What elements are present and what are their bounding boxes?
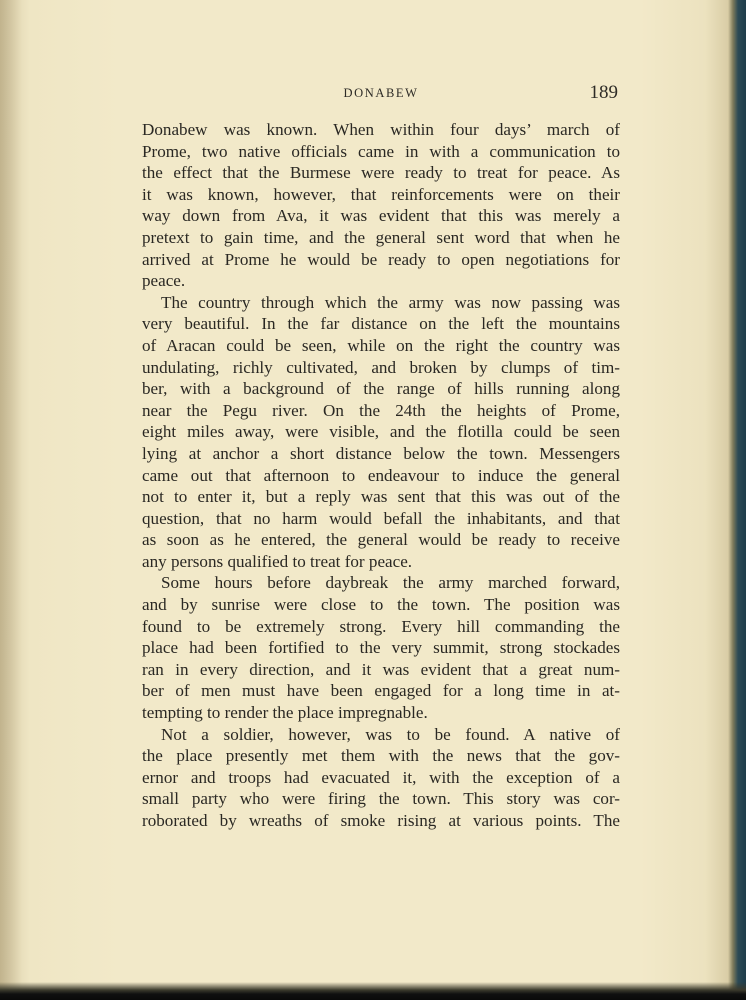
- text-line: undulating, richly cultivated, and broken by clumps of tim-: [142, 357, 620, 377]
- text-line: ran in every direction, and it was evident that a great num-: [142, 659, 620, 679]
- text-line: peace.: [142, 271, 186, 291]
- text-line: as soon as he entered, the general would be ready to receive: [142, 530, 620, 550]
- text-line: of Aracan could be seen, while on the right the country was: [142, 335, 620, 355]
- text-line: arrived at Prome he would be ready to open negotiations for: [142, 249, 620, 269]
- text-line: place had been fortified to the very summit, strong stockades: [142, 638, 620, 658]
- text-line: it was known, however, that reinforcements were on their: [142, 184, 620, 204]
- text-line: tempting to render the place impregnable.: [142, 703, 428, 723]
- page-number: 189: [589, 82, 618, 103]
- paragraph: [142, 119, 620, 292]
- text-line: ernor and troops had evacuated it, with the exception of a: [142, 767, 620, 787]
- text-line: Some hours before daybreak the army marched forward,: [161, 573, 620, 593]
- paragraph: [142, 724, 620, 832]
- text-line: question, that no harm would befall the inhabitants, and that: [142, 508, 620, 528]
- text-line: The country through which the army was now passing was: [161, 292, 620, 312]
- body-text: [142, 119, 620, 832]
- text-line: way down from Ava, it was evident that this was merely a: [142, 206, 620, 226]
- text-line: pretext to gain time, and the general sent word that when he: [142, 227, 620, 247]
- running-head: DONABEW: [343, 86, 419, 100]
- text-line: roborated by wreaths of smoke rising at various points. The: [142, 811, 620, 830]
- text-line: came out that afternoon to endeavour to induce the general: [142, 465, 620, 485]
- page-header: [142, 84, 620, 110]
- text-line: and by sunrise were close to the town. The position was: [142, 595, 620, 615]
- text-line: the place presently met them with the news that the gov-: [142, 746, 620, 766]
- text-line: Prome, two native officials came in with a communication to: [142, 141, 620, 161]
- text-line: not to enter it, but a reply was sent that this was out of the: [142, 487, 620, 507]
- paragraph: [142, 572, 620, 723]
- paragraph: [142, 292, 620, 573]
- text-line: lying at anchor a short distance below the town. Messengers: [142, 443, 620, 463]
- text-line: Not a soldier, however, was to be found. A native of: [161, 724, 620, 744]
- text-line: found to be extremely strong. Every hill commanding the: [142, 616, 620, 636]
- text-line: the effect that the Burmese were ready to treat for peace. As: [142, 163, 620, 183]
- text-line: very beautiful. In the far distance on the left the mountains: [142, 314, 620, 334]
- text-line: small party who were firing the town. This story was cor-: [142, 789, 620, 809]
- page-gutter-shade: [0, 0, 22, 1000]
- text-line: near the Pegu river. On the 24th the heights of Prome,: [142, 400, 620, 420]
- text-line: ber of men must have been engaged for a long time in at-: [142, 681, 620, 701]
- text-line: Donabew was known. When within four days’ march of: [142, 120, 620, 139]
- text-line: eight miles away, were visible, and the flotilla could be seen: [142, 422, 620, 442]
- text-line: ber, with a background of the range of hills running along: [142, 379, 620, 399]
- text-line: any persons qualified to treat for peace.: [142, 551, 413, 571]
- page-bottom-edge: [0, 982, 746, 1000]
